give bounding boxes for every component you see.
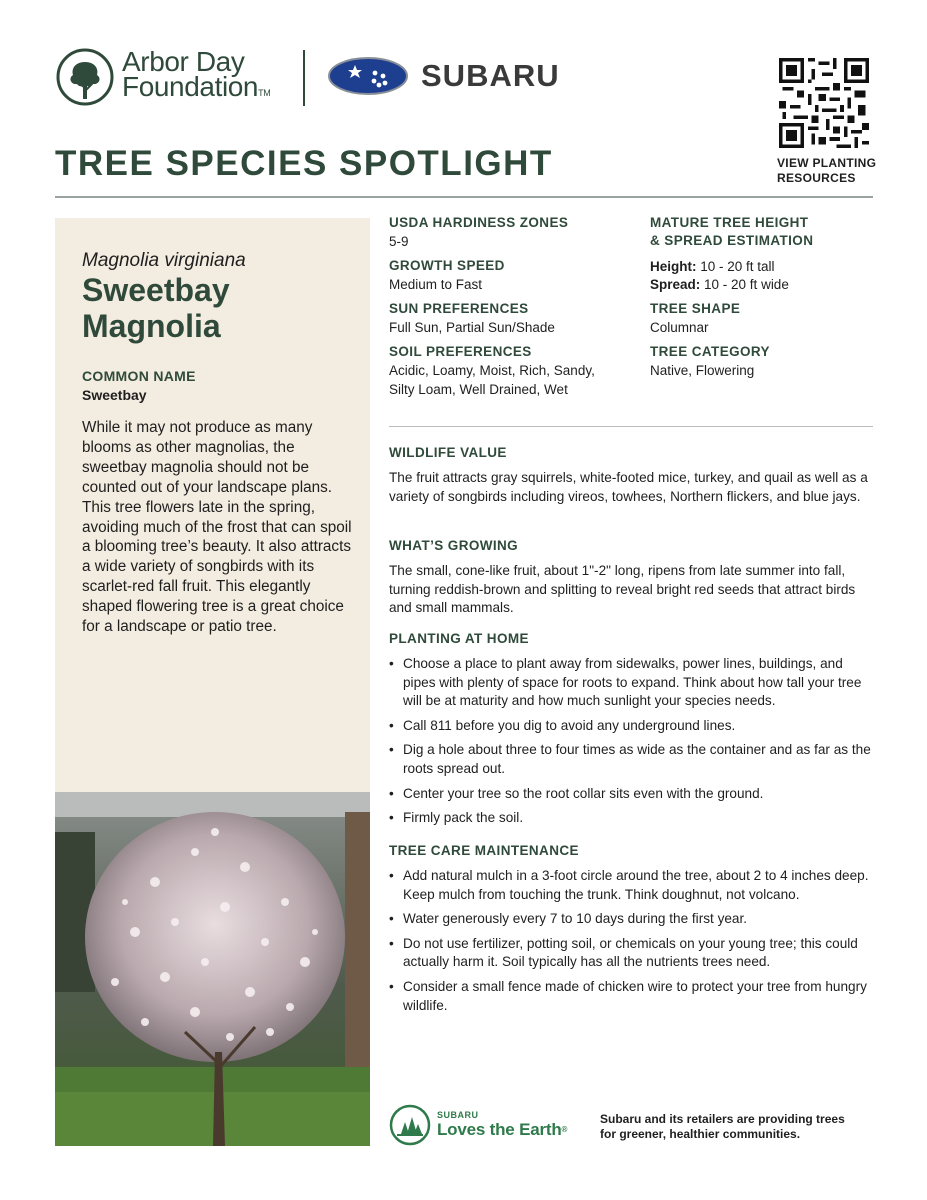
planting-list [389, 655, 871, 828]
qr-label [777, 156, 876, 186]
header-rule [55, 196, 873, 198]
common-name-value: Sweetbay [82, 387, 147, 403]
loves-earth-wordmark [437, 1110, 567, 1140]
care-item: • Add natural mulch in a 3-foot circle around the tree, about 2 to 4 inches deep. Keep mulch from touching the trunk. Think doughnut, not volcano. [389, 867, 871, 904]
care-list [389, 867, 871, 1015]
soil-value-line2: Silty Loam, Well Drained, Wet [389, 382, 568, 397]
loves-earth-small: SUBARU [437, 1110, 479, 1120]
care-item: • Do not use fertilizer, potting soil, or chemicals on your young tree; this could actually harm it. Soil typically has all the nutrients trees need. [389, 935, 871, 972]
subaru-logo [327, 56, 560, 96]
category-value: Native, Flowering [650, 363, 755, 378]
height-row [650, 258, 775, 276]
wildlife-text: The fruit attracts gray squirrels, white-footed mice, turkey, and quail as well as a variety of songbirds including vireos, towhees, Northern flickers, and blue jays. [389, 470, 868, 504]
subaru-star-icon [327, 56, 409, 96]
arbor-wordmark [122, 45, 271, 106]
arbor-tm: TM [258, 87, 271, 98]
loves-earth-big: Loves the Earth [437, 1120, 562, 1139]
page-title: TREE SPECIES SPOTLIGHT [55, 144, 553, 183]
tree-photo [55, 792, 370, 1146]
spread-row [650, 276, 789, 294]
planting-item: • Choose a place to plant away from sidewalks, power lines, buildings, and pipes with plenty of space for roots to expand. Think about how tall your tree will be at maturity and how much sunlight your species needs. [389, 655, 871, 711]
subaru-loves-earth-icon [389, 1104, 431, 1146]
qr-label-line1: VIEW PLANTING [777, 156, 877, 170]
loves-earth-tm: ® [561, 1125, 568, 1134]
soil-label: SOIL PREFERENCES [389, 344, 532, 359]
spread-label: Spread: [650, 277, 701, 292]
footer-text-line1: Subaru and its retailers are providing trees [600, 1112, 845, 1126]
hardiness-value: 5-9 [389, 234, 409, 249]
planting-item: • Center your tree so the root collar sits even with the ground. [389, 785, 871, 804]
shape-label: TREE SHAPE [650, 301, 741, 316]
planting-item: • Call 811 before you dig to avoid any underground lines. [389, 717, 871, 736]
height-value: 10 - 20 ft tall [700, 259, 775, 274]
species-description: While it may not produce as many blooms as other magnolias, the sweetbay magnolia should not be counted out of your landscape plans. This tree flowers late in the spring, avoiding much of the frost that can spoil a blooming tree’s beauty. It also attracts a wide variety of songbirds with its scarlet-red fall fruit. This elegantly shaped flowering tree is a great choice for a landscape or patio tree. [82, 419, 352, 636]
care-item: • Water generously every 7 to 10 days during the first year. [389, 910, 871, 929]
hardiness-label: USDA HARDINESS ZONES [389, 215, 569, 230]
category-label: TREE CATEGORY [650, 344, 770, 359]
subaru-loves-earth-logo [389, 1104, 567, 1146]
common-name-label: COMMON NAME [82, 368, 196, 384]
details-rule [389, 426, 873, 427]
care-title: TREE CARE MAINTENANCE [389, 843, 579, 858]
arbor-tree-icon [56, 48, 114, 106]
planting-item: • Firmly pack the soil. [389, 809, 871, 828]
growth-label: GROWTH SPEED [389, 258, 505, 273]
growing-title: WHAT’S GROWING [389, 538, 519, 553]
qr-label-line2: RESOURCES [777, 171, 856, 185]
logo-divider [303, 50, 305, 106]
planting-title: PLANTING AT HOME [389, 631, 529, 646]
soil-value-line1: Acidic, Loamy, Moist, Rich, Sandy, [389, 363, 595, 378]
subaru-wordmark: SUBARU [421, 58, 560, 93]
footer-text-line2: for greener, healthier communities. [600, 1127, 801, 1141]
species-name: Sweetbay Magnolia [82, 272, 230, 344]
qr-code-icon[interactable] [779, 58, 869, 148]
wildlife-title: WILDLIFE VALUE [389, 445, 507, 460]
arbor-day-logo [56, 45, 271, 106]
arbor-line1: Arbor Day [122, 45, 245, 77]
sun-label: SUN PREFERENCES [389, 301, 529, 316]
footer-text [600, 1112, 870, 1142]
shape-value: Columnar [650, 320, 709, 335]
arbor-line2: Foundation [122, 70, 259, 102]
care-item: • Consider a small fence made of chicken wire to protect your tree from hungry wildlife. [389, 978, 871, 1015]
mature-label-line2: & SPREAD ESTIMATION [650, 233, 814, 248]
mature-label-line1: MATURE TREE HEIGHT [650, 215, 809, 230]
scientific-name: Magnolia virginiana [82, 250, 246, 271]
planting-item: • Dig a hole about three to four times as wide as the container and as far as the roots spread out. [389, 741, 871, 778]
height-label: Height: [650, 259, 697, 274]
sun-value: Full Sun, Partial Sun/Shade [389, 320, 555, 335]
growing-text: The small, cone-like fruit, about 1"-2" long, ripens from late summer into fall, turning reddish-brown and splitting to reveal bright red seeds that attract birds and small mammals. [389, 563, 856, 616]
growth-value: Medium to Fast [389, 277, 483, 292]
spread-value: 10 - 20 ft wide [704, 277, 789, 292]
